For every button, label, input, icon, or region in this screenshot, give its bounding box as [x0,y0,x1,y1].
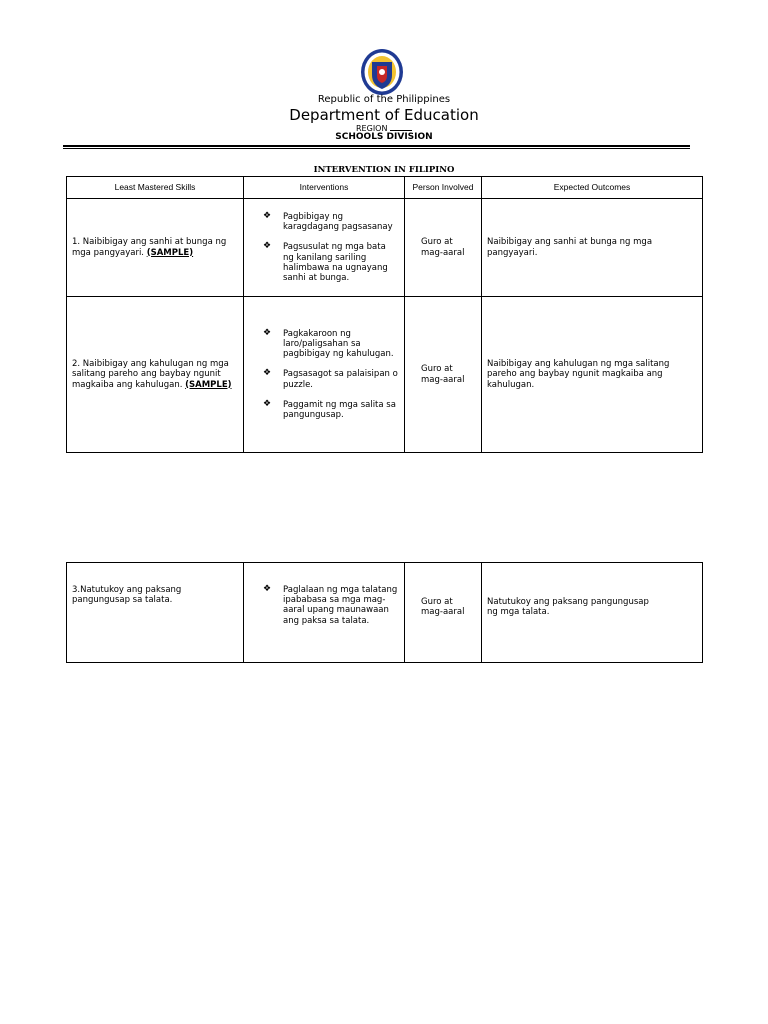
list-item: ❖ Pagkakaroon ng laro/paligsahan sa pagbibigay ng kahulugan. [263,327,394,360]
table-header-row [67,177,703,199]
outcome-cell: Naibibigay ang sanhi at bunga ng mga pangyayari. [482,199,703,297]
intervention-table [66,176,703,453]
interventions-cell [244,563,405,663]
skill-cell: 3.Natutukoy ang paksang pangungusap sa talata. [67,563,244,663]
skill-cell: 2. Naibibigay ang kahulugan ng mga salitang pareho ang baybay ngunit magkaiba ang kahulugan. (SAMPLE) [67,297,244,453]
diamond-bullet-icon: ❖ [263,398,272,409]
table-row [67,297,703,453]
person-cell: Guro at mag-aaral [405,199,482,297]
region-label: REGION [356,124,388,133]
table-title: INTERVENTION IN FILIPINO [313,165,455,175]
header-divider-thin [63,148,690,149]
list-item: ❖ Pagsasagot sa palaisipan o puzzle. [263,368,398,390]
sample-tag: (SAMPLE) [146,247,194,258]
diamond-bullet-icon: ❖ [263,241,272,252]
outcome-cell: Natutukoy ang paksang pangungusap ng mga talata. [482,563,703,663]
division-label: SCHOOLS DIVISION [335,132,433,142]
interventions-cell [244,199,405,297]
intervention-table-continued [66,562,703,663]
outcome-cell: Naibibigay ang kahulugan ng mga salitang pareho ang baybay ngunit magkaiba ang kahulugan. [482,297,703,453]
skill-cell: 1. Naibibigay ang sanhi at bunga ng mga pangyayari. (SAMPLE) [67,199,244,297]
diamond-bullet-icon: ❖ [263,327,272,338]
column-header-interventions: Interventions [244,177,405,199]
header-divider-thick [63,145,690,147]
department-title: Department of Education [289,106,479,124]
interventions-cell [244,297,405,453]
column-header-skills: Least Mastered Skills [67,177,244,199]
list-item: ❖ Pagbibigay ng karagdagang pagsasanay [263,210,393,233]
person-cell: Guro at mag-aaral [405,297,482,453]
deped-seal-icon [356,48,408,96]
list-item: ❖ Pagsusulat ng mga bata ng kanilang sariling halimbawa na ugnayang sanhi at bunga. [263,241,388,283]
list-item: ❖ Paglalaan ng mga talatang ipababasa sa mga mag-aaral upang maunawaan ang paksa sa talata. [263,584,398,626]
column-header-outcomes: Expected Outcomes [482,177,703,199]
table-row [67,563,703,663]
region-blank [390,130,412,131]
diamond-bullet-icon: ❖ [263,210,272,221]
republic-label: Republic of the Philippines [317,94,451,105]
diamond-bullet-icon: ❖ [263,584,272,594]
person-cell: Guro at mag-aaral [405,563,482,663]
sample-tag: (SAMPLE) [185,379,232,390]
table-row [67,199,703,297]
list-item: ❖ Paggamit ng mga salita sa pangungusap. [263,398,396,420]
diamond-bullet-icon: ❖ [263,368,272,379]
column-header-person: Person Involved [405,177,482,199]
